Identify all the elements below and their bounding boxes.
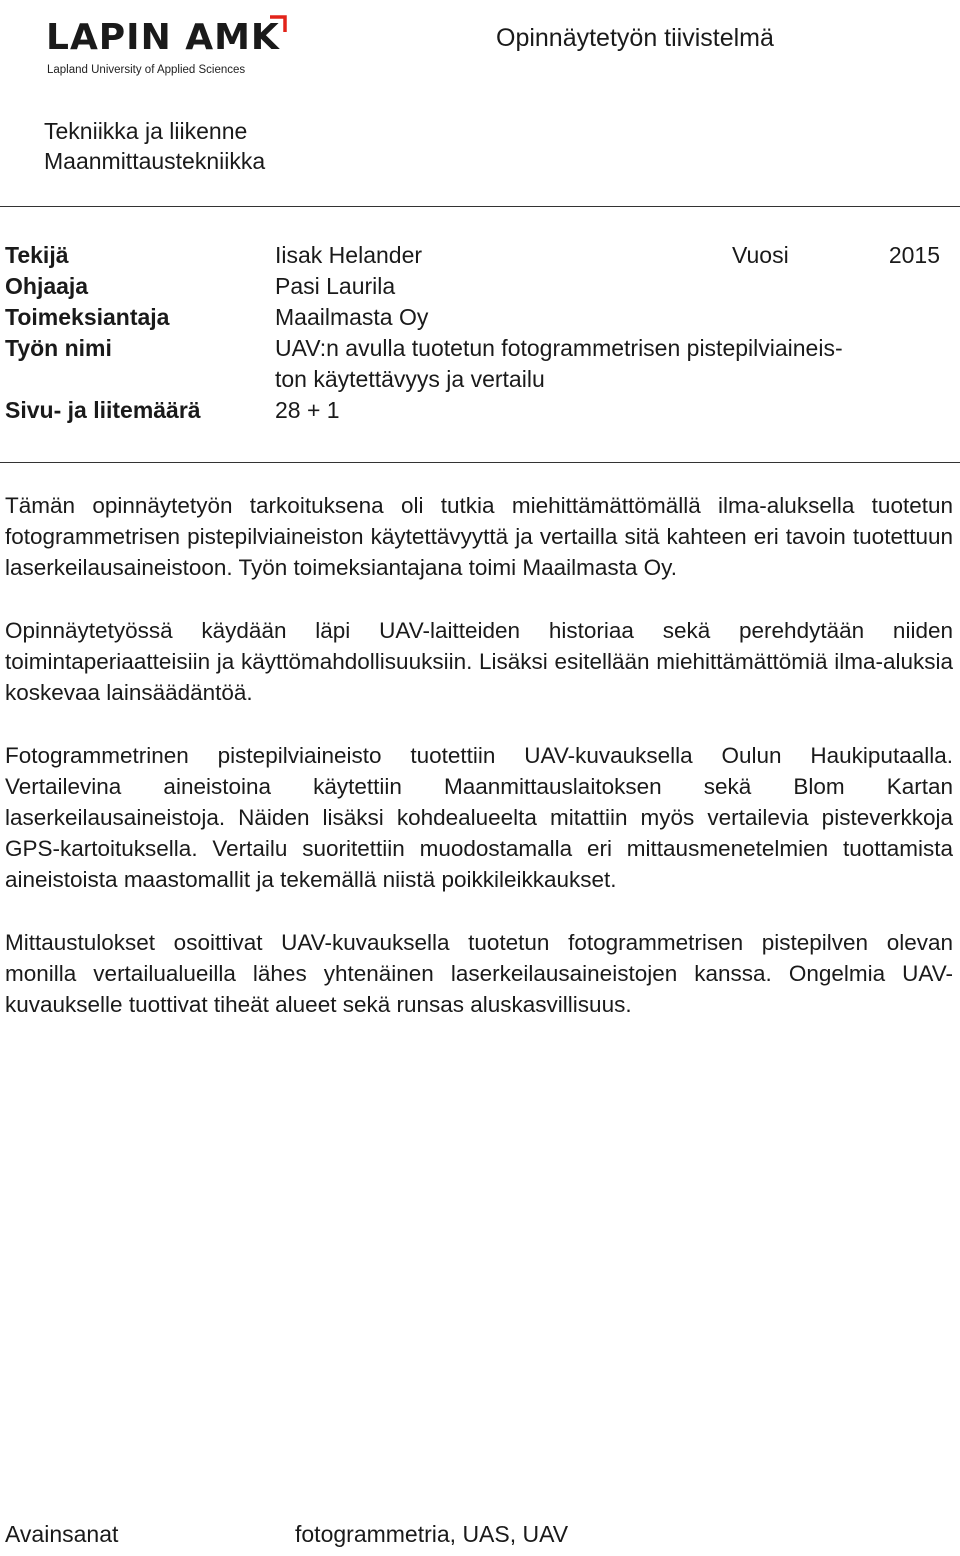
meta-row-author xyxy=(5,240,940,271)
author-label: Tekijä xyxy=(5,242,69,268)
meta-row-title xyxy=(5,333,940,395)
divider-top xyxy=(0,206,960,207)
supervisor-label: Ohjaaja xyxy=(5,273,89,299)
title-line-2: ton käytettävyys ja vertailu xyxy=(275,366,545,392)
commissioner-value: Maailmasta Oy xyxy=(275,304,429,330)
metadata-table xyxy=(5,240,940,426)
divider-middle xyxy=(0,462,960,463)
year-value: 2015 xyxy=(888,242,940,268)
abstract xyxy=(5,490,953,1052)
faculty: Tekniikka ja liikenne xyxy=(44,118,248,144)
abstract-paragraph: Mittaustulokset osoittivat UAV-kuvauksella tuotetun fotogrammetrisen pistepilven olevan monilla vertailualueilla lähes yhtenäinen laserkeilausaineistojen kanssa. Ongelmia UAV-kuvaukselle tuottivat tiheät alueet sekä runsas aluskasvillisuus. xyxy=(5,930,953,1017)
logo-text: LAPIN AMK xyxy=(46,17,280,58)
supervisor-value: Pasi Laurila xyxy=(275,273,396,299)
department-block xyxy=(44,116,265,176)
pages-label: Sivu- ja liitemäärä xyxy=(5,397,201,423)
commissioner-label: Toimeksiantaja xyxy=(5,304,170,330)
degree-programme: Maanmittaustekniikka xyxy=(44,148,266,174)
abstract-paragraph: Fotogrammetrinen pistepilviaineisto tuotettiin UAV-kuvauksella Oulun Haukiputaalla. Vertailevina aineistoina käytettiin Maanmittauslaitoksen sekä Blom Kartan laserkeilausaineistoja. Näiden lisäksi kohdealueelta mitattiin myös vertailevia pisteverkkoja GPS-kartoituksella. Vertailu suoritettiin muodostamalla eri mittausmenetelmien tuottamista aineistoista maastomallit ja tekemällä niistä poikkileikkaukset. xyxy=(5,743,953,892)
logo xyxy=(46,14,296,80)
document-type: Opinnäytetyön tiivistelmä xyxy=(496,24,774,52)
meta-row-commissioner xyxy=(5,302,940,333)
keywords-label: Avainsanat xyxy=(5,1521,119,1547)
title-label: Työn nimi xyxy=(5,335,112,361)
meta-row-pages xyxy=(5,395,940,426)
keywords-row xyxy=(5,1521,568,1548)
abstract-paragraph: Opinnäytetyössä käydään läpi UAV-laitteiden historiaa sekä perehdytään niiden toimintaperiaatteisiin ja käyttömahdollisuuksiin. Lisäksi esitellään miehittämättömiä ilma-aluksia koskevaa lainsäädäntöä. xyxy=(5,618,953,705)
year-label: Vuosi xyxy=(732,242,789,268)
logo-corner-mark xyxy=(268,14,288,34)
title-value xyxy=(275,333,940,395)
meta-row-supervisor xyxy=(5,271,940,302)
keywords-value: fotogrammetria, UAS, UAV xyxy=(295,1521,569,1547)
author-value: Iisak Helander xyxy=(275,242,423,268)
abstract-paragraph: Tämän opinnäytetyön tarkoituksena oli tutkia miehittämättömällä ilma-aluksella tuotetun fotogrammetrisen pistepilviaineiston käytettävyyttä ja vertailla sitä kahteen eri tavoin tuotettuun laserkeilausaineistoon. Työn toimeksiantajana toimi Maailmasta Oy. xyxy=(5,493,953,580)
logo-subtitle: Lapland University of Applied Sciences xyxy=(47,64,246,76)
title-line-1: UAV:n avulla tuotetun fotogrammetrisen pistepilviaineis- xyxy=(275,335,843,361)
pages-value: 28 + 1 xyxy=(275,397,340,423)
